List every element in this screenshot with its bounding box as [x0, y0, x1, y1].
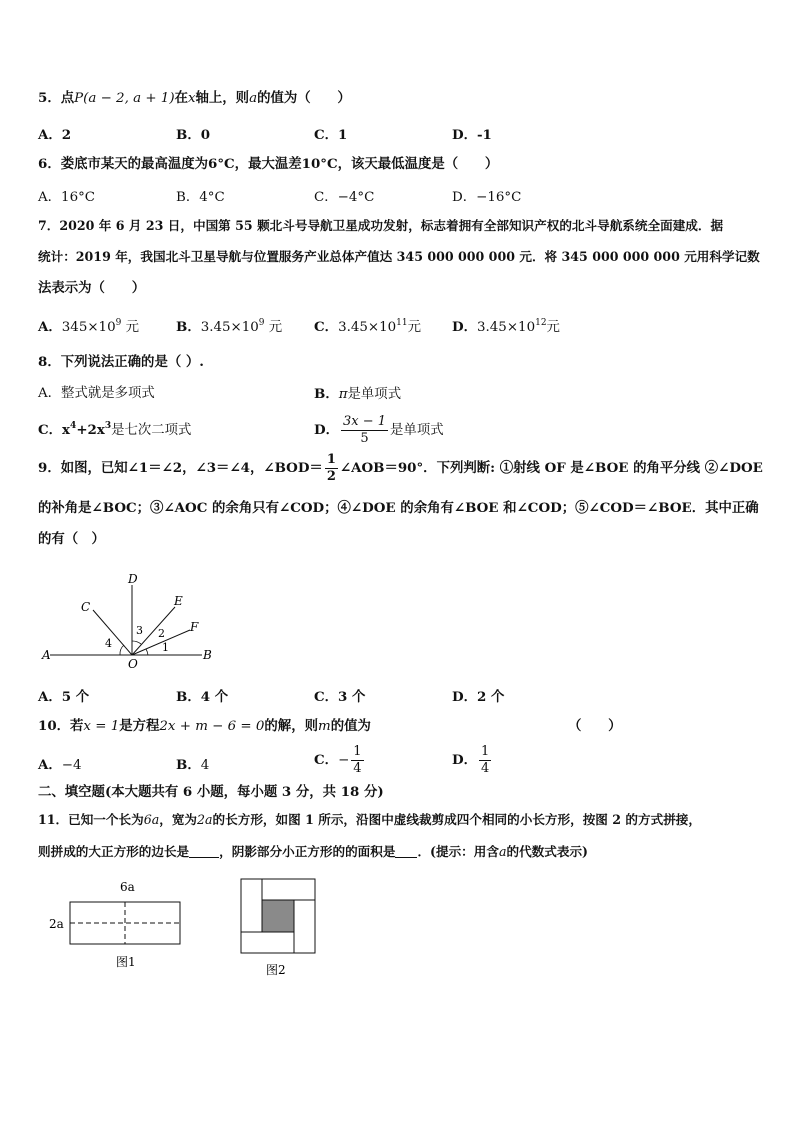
- question-7-line-2: 统计：2019 年，我国北斗卫星导航与位置服务产业总体产值达 345 000 000 000 元．将 345 000 000 000 元用科学记数: [38, 249, 760, 264]
- question-9-line-2: 的补角是∠BOC；③∠AOC 的余角只有∠COD；④∠DOE 的余角有∠BOE 和∠COD；⑤∠COD＝∠BOE．其中正确: [38, 500, 759, 516]
- q6-option-d[interactable]: D．−16°C: [452, 190, 522, 205]
- fig2-caption: 图2: [266, 963, 286, 977]
- q9-options: [38, 686, 738, 708]
- q5-option-d[interactable]: D．-1: [452, 127, 492, 143]
- label-a: A: [42, 648, 51, 662]
- question-10: 10．若x = 1是方程2x + m − 6 = 0的解，则m的值为: [38, 718, 371, 734]
- label-angle-1: 1: [162, 641, 169, 654]
- figure-2-square: [236, 874, 326, 984]
- q9-option-c[interactable]: C．3 个: [314, 689, 366, 705]
- label-o: O: [128, 657, 138, 670]
- label-angle-3: 3: [136, 624, 143, 637]
- q7-option-a[interactable]: A．$345\times 10^9$ 元: [38, 318, 139, 335]
- question-11-line-2: 则拼成的大正方形的边长是 ，阴影部分小正方形的的面积是 ．(提示：用含a的代数式表示): [38, 844, 589, 859]
- q6-option-c[interactable]: C．−4°C: [314, 190, 375, 205]
- question-9-line-3: 的有（ ）: [38, 531, 105, 547]
- fig1-width-label: 6a: [120, 880, 135, 894]
- label-d: D: [128, 572, 138, 586]
- label-e: E: [174, 594, 183, 608]
- question-9-line-1: 9．如图，已知∠1＝∠2，∠3＝∠4，∠BOD＝ $\frac{1}{2}$ ∠AOB＝90°．下列判断: ①射线 OF 是∠BOE 的角平分线 ②∠DOE: [38, 452, 763, 484]
- figure-1-rectangle: [44, 878, 194, 973]
- q5-option-a[interactable]: A．2: [38, 127, 72, 143]
- shaded-small-square: [262, 900, 294, 932]
- q8-option-c[interactable]: C．$x^4+2x^3$是七次二项式: [38, 421, 192, 438]
- section-2-title: 二、填空题(本大题共有 6 小题，每小题 3 分，共 18 分): [38, 784, 384, 800]
- question-5: 5．点P(a − 2, a + 1)在x轴上，则a的值为（ ）: [38, 90, 351, 106]
- q5-option-b[interactable]: B．0: [176, 127, 211, 143]
- q7-option-b[interactable]: B．$3.45\times 10^9$ 元: [176, 318, 283, 335]
- label-f: F: [190, 620, 199, 634]
- label-c: C: [81, 600, 91, 614]
- q10-option-d[interactable]: D． $\frac{1}{4}$: [452, 744, 490, 776]
- q9-option-a[interactable]: A．5 个: [38, 689, 90, 705]
- ray-oc: [93, 610, 132, 655]
- fig1-caption: 图1: [116, 955, 136, 969]
- answer-blank-2[interactable]: [395, 843, 417, 858]
- question-6: 6．娄底市某天的最高温度为6°C，最大温差10°C，该天最低温度是（ ）: [38, 156, 499, 172]
- fig1-height-label: 2a: [49, 917, 64, 931]
- q7-option-c[interactable]: C．$3.45\times 10^{11}$元: [314, 318, 421, 335]
- q9-option-b[interactable]: B．4 个: [176, 689, 229, 705]
- q10-option-b[interactable]: B．4: [176, 757, 210, 773]
- question-7-line-3: 法表示为（ ）: [38, 280, 146, 296]
- angle-figure: [40, 565, 220, 670]
- label-angle-4: 4: [105, 637, 112, 650]
- question-11-line-1: 11．已知一个长为6a，宽为2a的长方形，如图 1 所示，沿图中虚线裁剪成四个相同的小长方形，按图 2 的方式拼接，: [38, 812, 701, 827]
- label-b: B: [203, 648, 212, 662]
- q8-option-a[interactable]: A．整式就是多项式: [38, 386, 155, 401]
- q5-option-c[interactable]: C．1: [314, 127, 348, 143]
- q8-option-b[interactable]: B．π是单项式: [314, 386, 402, 402]
- q10-answer-bracket: （ ）: [568, 718, 622, 734]
- q8-option-d[interactable]: D． $\frac{3x - 1}{5}$ 是单项式: [314, 414, 444, 446]
- q7-option-d[interactable]: D．$3.45\times 10^{12}$元: [452, 318, 560, 335]
- q5-options: [38, 124, 738, 146]
- q9-option-d[interactable]: D．2 个: [452, 689, 505, 705]
- q10-option-c[interactable]: C．− $\frac{1}{4}$: [314, 744, 362, 776]
- q10-options: [38, 744, 738, 784]
- label-angle-2: 2: [158, 627, 165, 640]
- q6-option-b[interactable]: B．4°C: [176, 190, 225, 205]
- q10-option-a[interactable]: A．−4: [38, 757, 82, 773]
- q6-option-a[interactable]: A．16°C: [38, 190, 96, 205]
- q7-options: [38, 316, 738, 338]
- q6-options: [38, 186, 738, 208]
- question-8: 8．下列说法正确的是（ ）.: [38, 354, 204, 370]
- answer-blank-1[interactable]: [189, 843, 219, 858]
- question-7-line-1: 7．2020 年 6 月 23 日，中国第 55 颗北斗号导航卫星成功发射，标志着拥有全部知识产权的北斗导航系统全面建成．据: [38, 218, 724, 233]
